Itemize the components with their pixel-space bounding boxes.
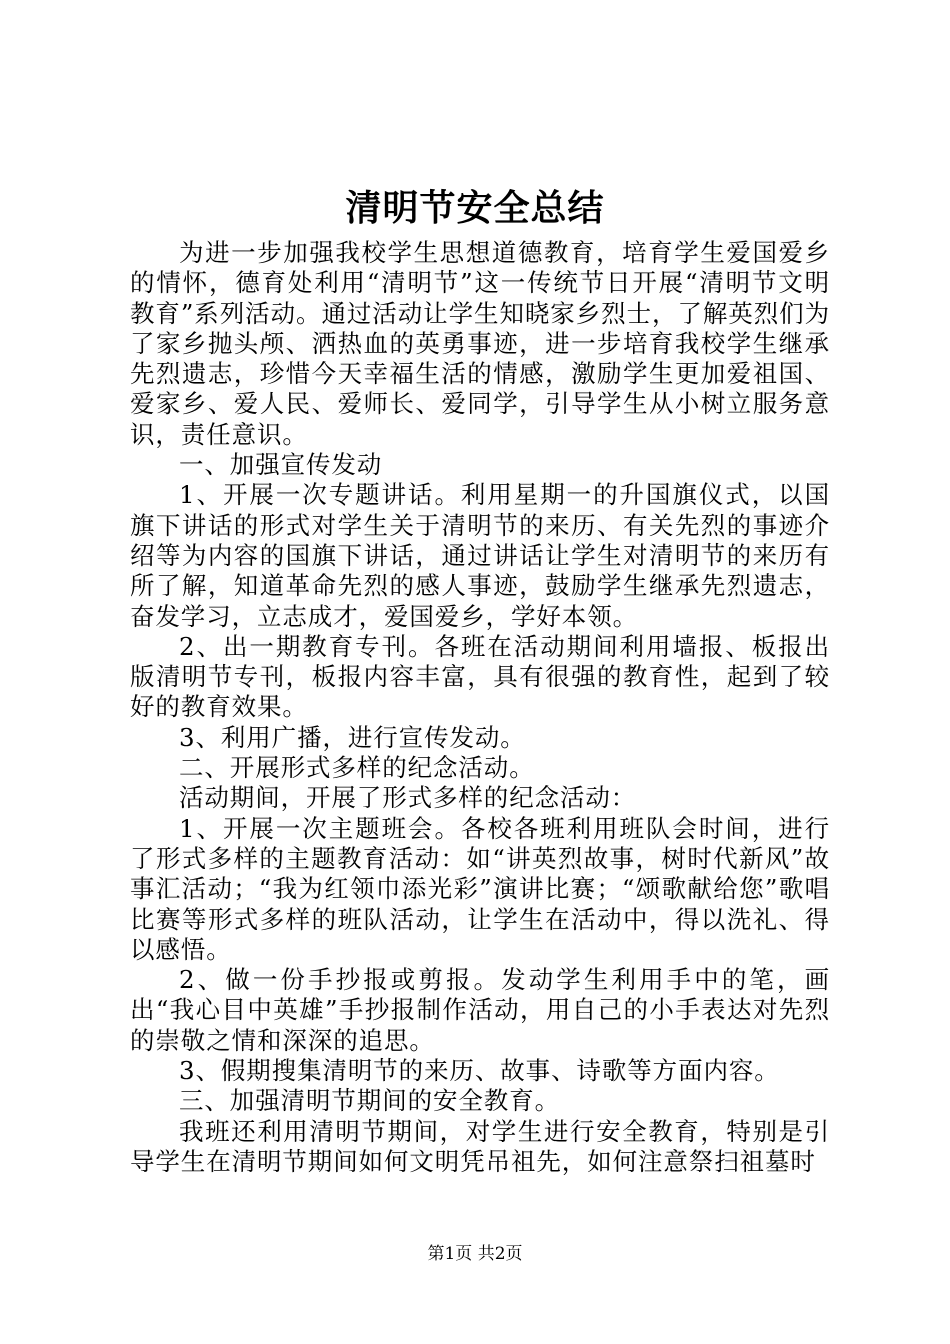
page-footer: 第1页 共2页 xyxy=(427,1244,523,1264)
section-heading-1: 一、加强宣传发动 xyxy=(179,450,383,480)
paragraph-text: 我班还利用清明节期间，对学生进行安全教育，特别是引导学生在清明节期间如何文明凭吊祖先，如何注意祭扫祖墓时 xyxy=(130,1116,830,1176)
document-body xyxy=(130,238,830,1177)
document-title: 清明节安全总结 xyxy=(345,187,605,229)
paragraph-item: 2、做一份手抄报或剪报。发动学生利用手中的笔，画出“我心目中英雄”手抄报制作活动，用自己的小手表达对先烈的崇敬之情和深深的追思。 xyxy=(130,965,830,1055)
paragraph-item: 1、开展一次主题班会。各校各班利用班队会时间，进行了形式多样的主题教育活动：如“讲英烈故事，树时代新风”故事汇活动；“我为红领巾添光彩”演讲比赛；“颂歌献给您”歌唱比赛等形式多样的班队活动，让学生在活动中，得以洗礼、得以感悟。 xyxy=(130,813,830,964)
paragraph-intro: 为进一步加强我校学生思想道德教育，培育学生爱国爱乡的情怀，德育处利用“清明节”这一传统节日开展“清明节文明教育”系列活动。通过活动让学生知晓家乡烈士，了解英烈们为了家乡抛头颅、洒热血的英勇事迹，进一步培育我校学生继承先烈遗志，珍惜今天幸福生活的情感，激励学生更加爱祖国、爱家乡、爱人民、爱师长、爱同学，引导学生从小树立服务意识，责任意识。 xyxy=(130,238,830,449)
paragraph-item: 1、开展一次专题讲话。利用星期一的升国旗仪式，以国旗下讲话的形式对学生关于清明节的来历、有关先烈的事迹介绍等为内容的国旗下讲话，通过讲话让学生对清明节的来历有所了解，知道革命先烈的感人事迹，鼓励学生继承先烈遗志，奋发学习，立志成才，爱国爱乡，学好本领。 xyxy=(130,480,830,631)
paragraph-text: 活动期间，开展了形式多样的纪念活动： xyxy=(179,783,637,813)
paragraph-item: 3、假期搜集清明节的来历、故事、诗歌等方面内容。 xyxy=(179,1056,780,1086)
section-heading-2: 二、开展形式多样的纪念活动。 xyxy=(179,753,535,783)
paragraph-item: 2、出一期教育专刊。各班在活动期间利用墙报、板报出版清明节专刊，板报内容丰富，具有很强的教育性，起到了较好的教育效果。 xyxy=(130,631,830,722)
paragraph-item: 3、利用广播，进行宣传发动。 xyxy=(179,722,526,752)
section-heading-3: 三、加强清明节期间的安全教育。 xyxy=(179,1086,560,1116)
